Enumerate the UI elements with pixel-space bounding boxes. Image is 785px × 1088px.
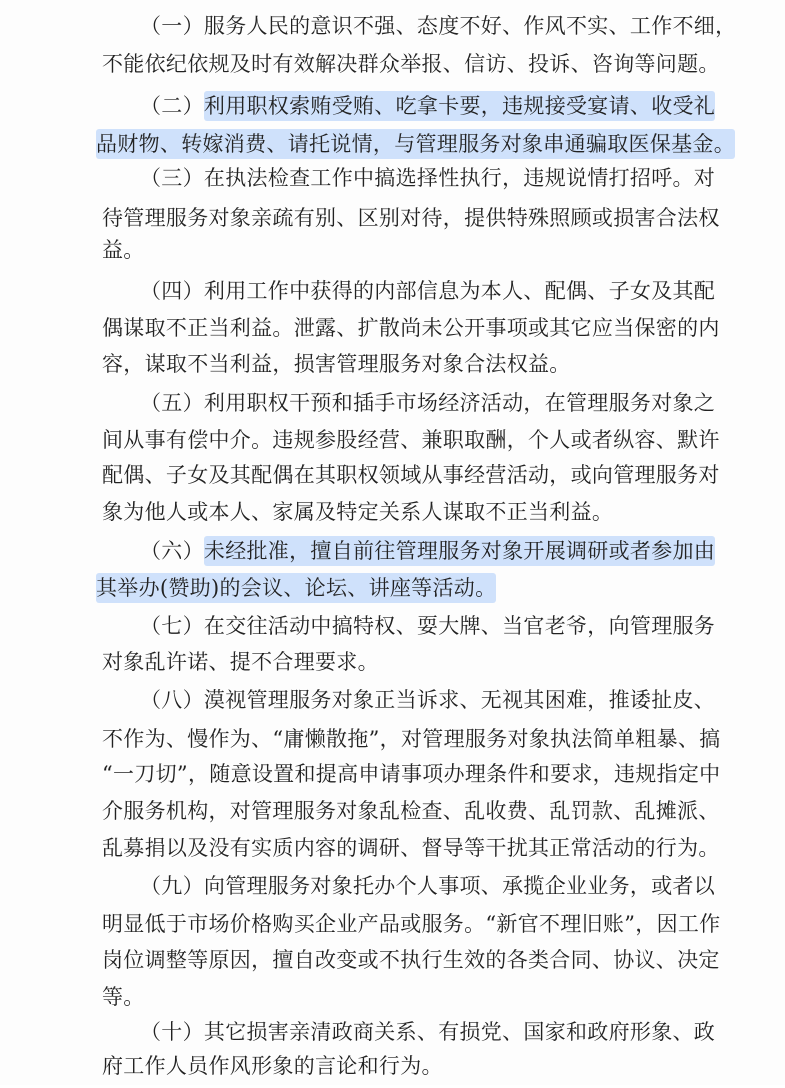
paragraph-number: （六） (140, 539, 204, 563)
paragraph-line: 等。 (102, 985, 145, 1009)
paragraph-line: （九）向管理服务对象托办个人事项、承揽企业业务，或者以 (140, 874, 716, 898)
paragraph-line: （七）在交往活动中搞特权、耍大牌、当官老爷，向管理服务 (140, 614, 716, 638)
paragraph-line: 间从事有偿中介。违规参股经营、兼职取酬，个人或者纵容、默许 (102, 428, 720, 452)
paragraph-line: （五）利用职权干预和插手市场经济活动，在管理服务对象之 (140, 391, 716, 415)
paragraph-line: 不能依纪依规及时有效解决群众举报、信访、投诉、咨询等问题。 (102, 52, 720, 76)
paragraph-line: 待管理服务对象亲疏有别、区别对待，提供特殊照顾或损害合法权 (102, 206, 720, 230)
paragraph-line: 益。 (102, 238, 145, 262)
paragraph-line: 不作为、慢作为、“庸懒散拖”，对管理服务对象执法简单粗暴、搞 (102, 727, 721, 751)
paragraph-line: （一）服务人民的意识不强、态度不好、作风不实、工作不细， (140, 14, 737, 38)
paragraph-line: 对象乱许诺、提不合理要求。 (102, 650, 379, 674)
paragraph-line: “一刀切”，随意设置和提高申请事项办理条件和要求，违规指定中 (102, 762, 721, 786)
paragraph-line: 介服务机构，对管理服务对象乱检查、乱收费、乱罚款、乱摊派、 (102, 799, 720, 823)
highlighted-text: 品财物、转嫁消费、请托说情，与管理服务对象串通骗取医保基金。 (96, 129, 735, 159)
paragraph-number: （二） (140, 94, 204, 118)
highlighted-text: 其举办(赞助)的会议、论坛、讲座等活动。 (96, 573, 496, 603)
paragraph-line: 岗位调整等原因，擅自改变或不执行生效的各类合同、协议、决定 (102, 948, 720, 972)
highlighted-text: 未经批准，擅自前往管理服务对象开展调研或者参加由 (204, 536, 715, 566)
paragraph-line: 府工作人员作风形象的言论和行为。 (102, 1054, 443, 1078)
paragraph-line: 乱募捐以及没有实质内容的调研、督导等干扰其正常活动的行为。 (102, 836, 720, 860)
paragraph-line: （四）利用工作中获得的内部信息为本人、配偶、子女及其配 (140, 279, 716, 303)
highlighted-text: 利用职权索贿受贿、吃拿卡要，违规接受宴请、收受礼 (204, 91, 715, 121)
paragraph-line: 偶谋取不正当利益。泄露、扩散尚未公开事项或其它应当保密的内 (102, 316, 720, 340)
paragraph-line: 象为他人或本人、家属及特定关系人谋取不正当利益。 (102, 500, 614, 524)
paragraph-line: （三）在执法检查工作中搞选择性执行，违规说情打招呼。对 (140, 166, 716, 190)
paragraph-line: （八）漠视管理服务对象正当诉求、无视其困难，推诿扯皮、 (140, 688, 716, 712)
paragraph-line: 容，谋取不当利益，损害管理服务对象合法权益。 (102, 352, 571, 376)
paragraph-line: 配偶、子女及其配偶在其职权领域从事经营活动，或向管理服务对 (102, 463, 720, 487)
paragraph-line: （十）其它损害亲清政商关系、有损党、国家和政府形象、政 (140, 1020, 716, 1044)
paragraph-line: 明显低于市场价格购买企业产品或服务。“新官不理旧账”，因工作 (102, 912, 721, 936)
